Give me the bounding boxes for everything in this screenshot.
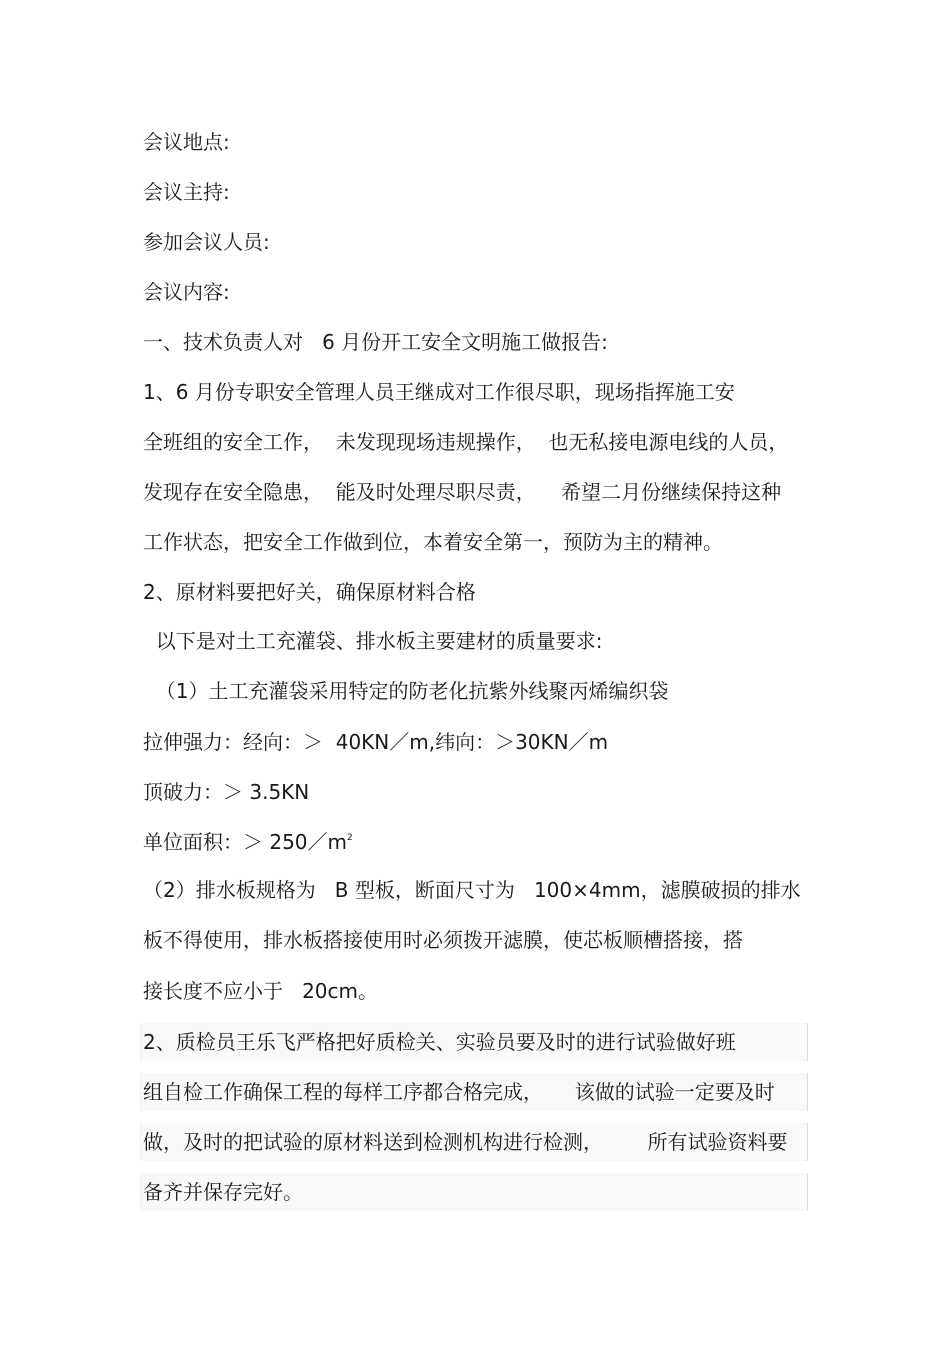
item-intro: 以下是对土工充灌袋、排水板主要建材的质量要求: bbox=[143, 629, 603, 653]
location-label: 会议地点: bbox=[143, 130, 230, 154]
content-label: 会议内容: bbox=[143, 280, 230, 304]
paragraph-line: 板不得使用，排水板搭接使用时必须拨开滤膜，使芯板顺槽搭接，搭 bbox=[143, 928, 743, 952]
paragraph-line: 组自检工作确保工程的每样工序都合格完成， 该做的试验一定要及时 bbox=[143, 1080, 775, 1104]
spec-unit-area-text: 单位面积：＞ 250／m bbox=[143, 830, 348, 854]
paragraph-line: 2、质检员王乐飞严格把好质检关、实验员要及时的进行试验做好班 bbox=[143, 1030, 736, 1054]
paragraph-line: 全班组的安全工作， 未发现现场违规操作， 也无私接电源电线的人员， bbox=[143, 430, 789, 454]
paragraph-line: 备齐并保存完好。 bbox=[143, 1180, 303, 1204]
paragraph-line: 发现存在安全隐患， 能及时处理尽职尽责， 希望二月份继续保持这种 bbox=[143, 480, 782, 504]
spec-unit-area bbox=[143, 829, 353, 855]
paragraph-line: 做，及时的把试验的原材料送到检测机构进行检测， 所有试验资料要 bbox=[143, 1130, 788, 1154]
attendees-label: 参加会议人员: bbox=[143, 230, 270, 254]
paragraph-line: 1、6 月份专职安全管理人员王继成对工作很尽职，现场指挥施工安 bbox=[143, 380, 735, 404]
item-heading: 2、原材料要把好关，确保原材料合格 bbox=[143, 580, 476, 604]
paragraph-line: 工作状态，把安全工作做到位，本着安全第一，预防为主的精神。 bbox=[143, 530, 723, 554]
spec-tensile-strength: 拉伸强力：经向：＞ 40KN／m,纬向：＞30KN／m bbox=[143, 730, 609, 754]
section-heading: 一、技术负责人对 6 月份开工安全文明施工做报告: bbox=[143, 330, 608, 354]
host-label: 会议主持: bbox=[143, 180, 230, 204]
paragraph-line: （2）排水板规格为 B 型板，断面尺寸为 100×4mm，滤膜破损的排水 bbox=[143, 878, 801, 902]
spec-burst-strength: 顶破力：＞ 3.5KN bbox=[143, 780, 310, 804]
superscript: 2 bbox=[347, 833, 353, 843]
sub-item: （1）土工充灌袋采用特定的防老化抗紫外线聚丙烯编织袋 bbox=[143, 679, 669, 703]
paragraph-line: 接长度不应小于 20cm。 bbox=[143, 979, 378, 1003]
